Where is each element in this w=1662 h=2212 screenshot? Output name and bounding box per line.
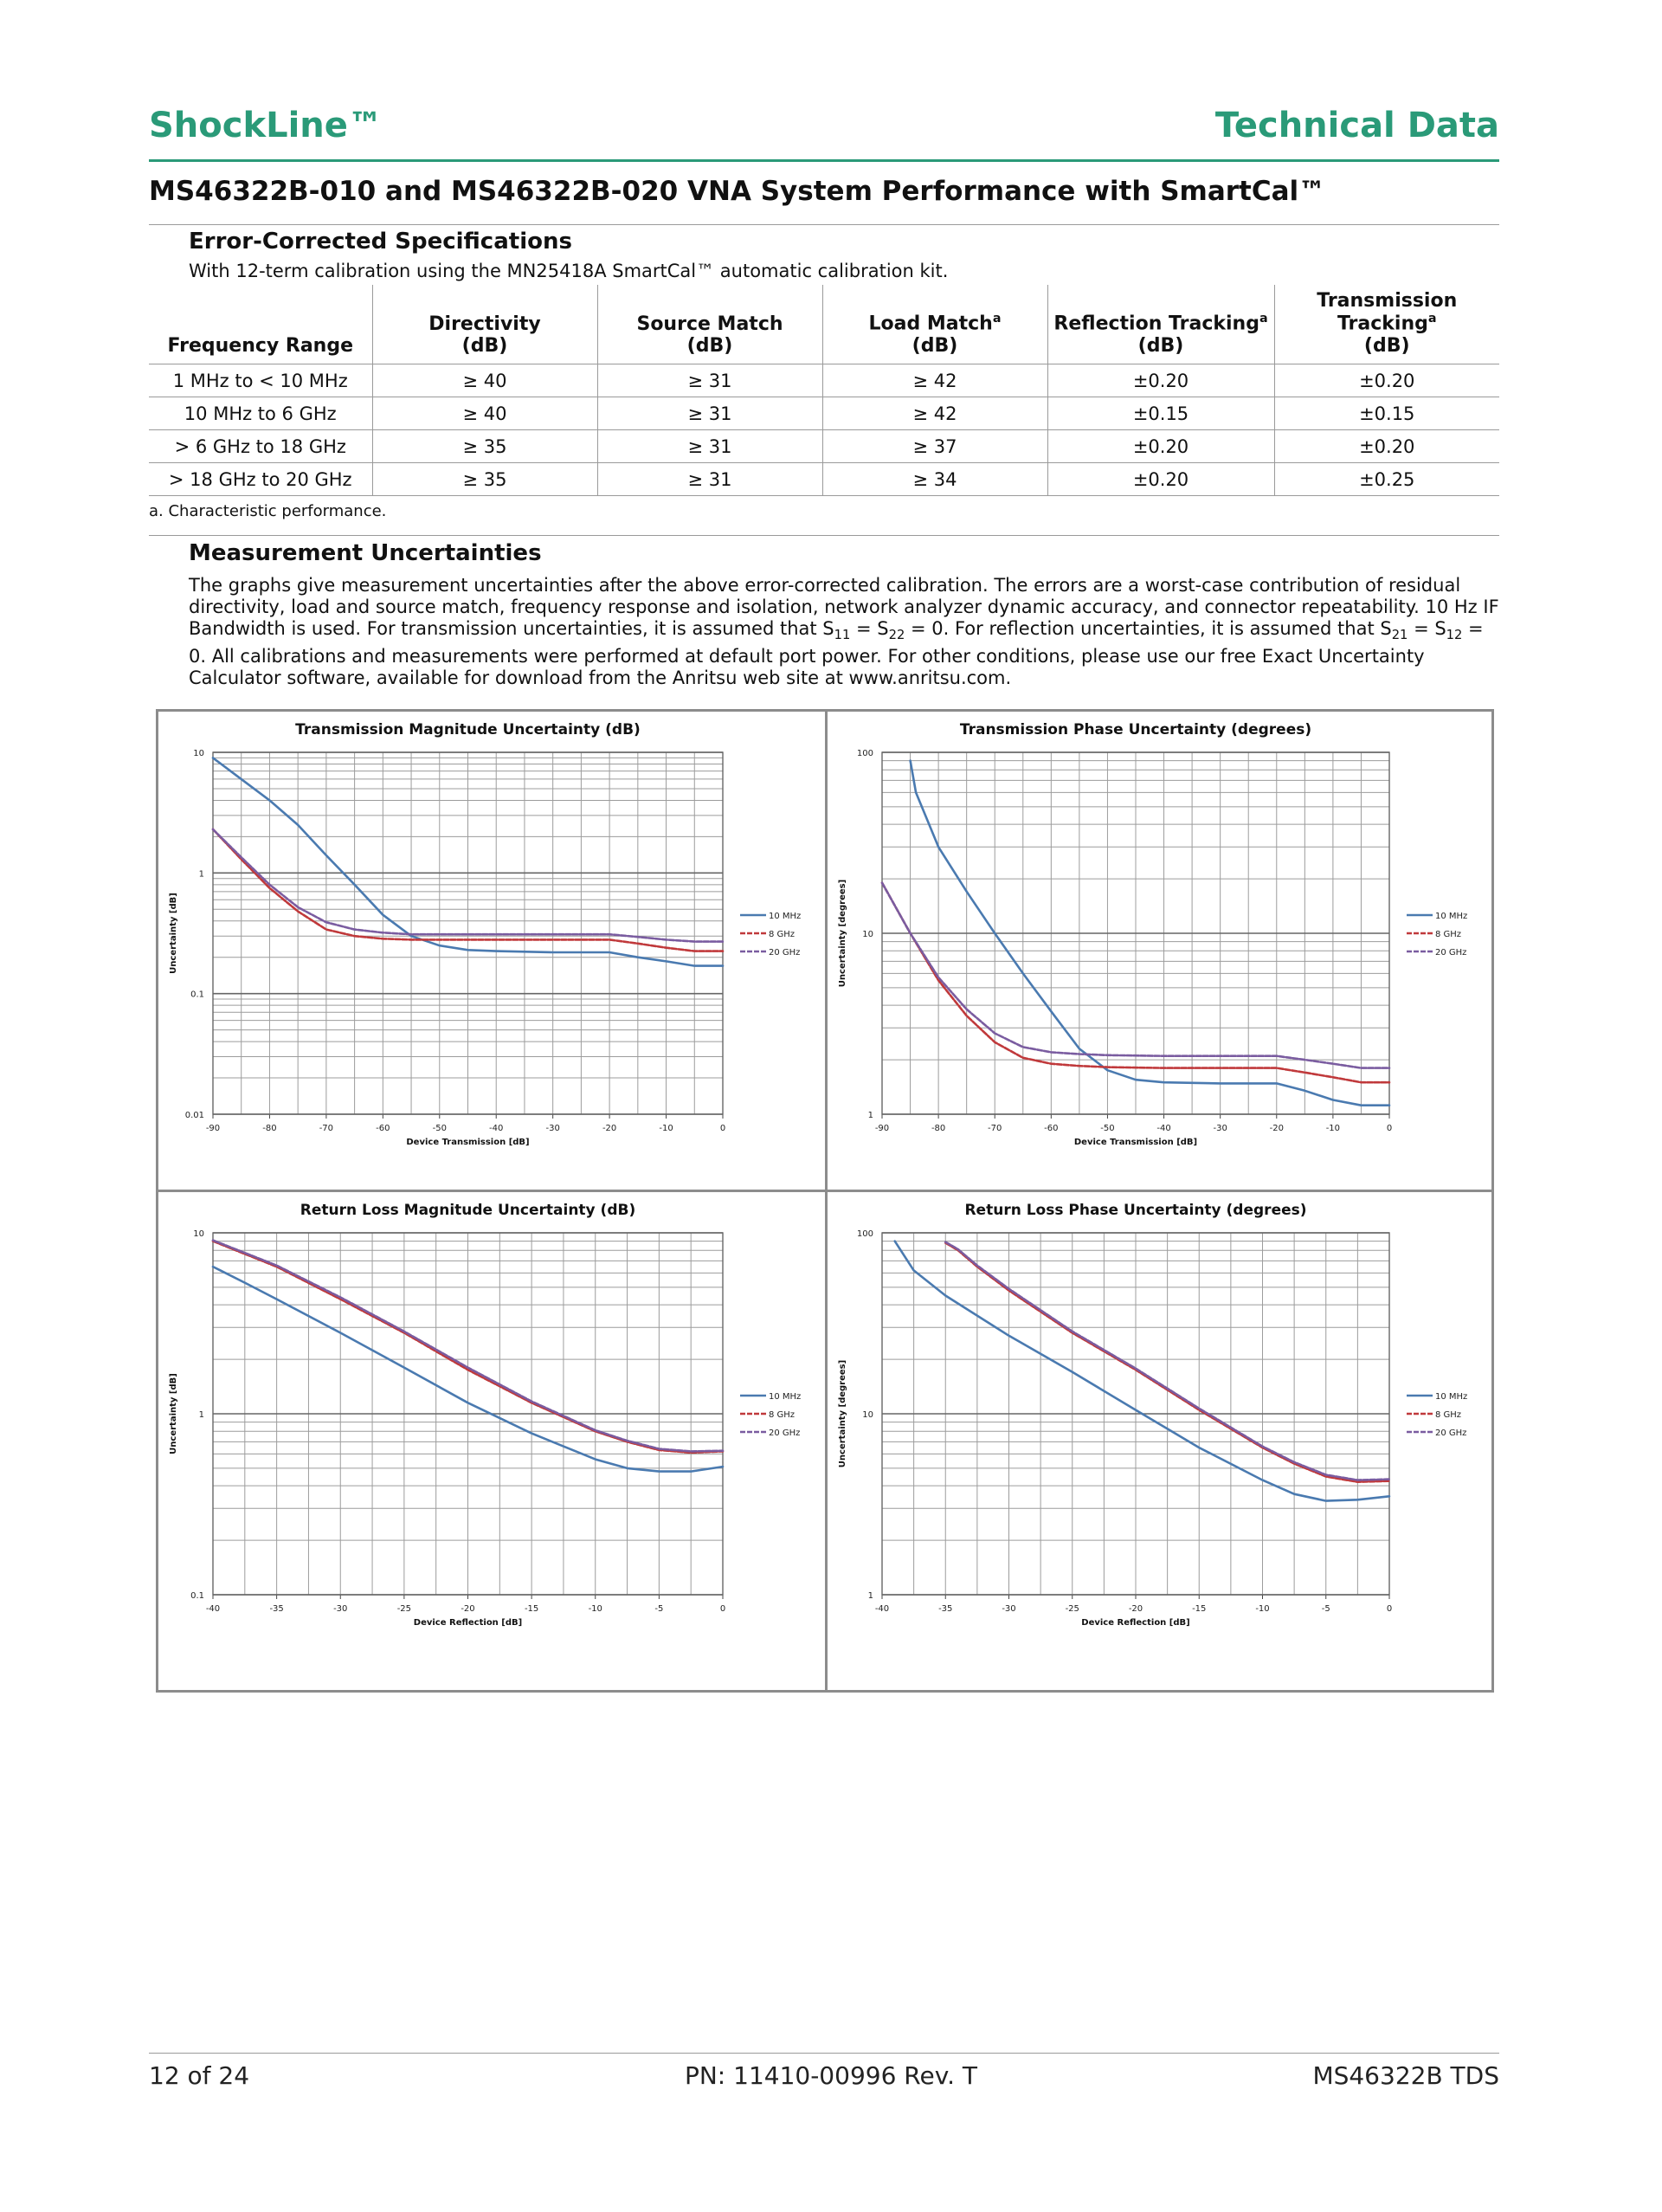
table-row <box>149 430 1499 463</box>
chart-return-loss-magnitude <box>158 1192 825 1690</box>
chart-transmission-magnitude <box>158 712 825 1190</box>
legend-label: 10 MHz <box>1435 912 1468 921</box>
x-tick-label: -70 <box>319 1124 334 1133</box>
chart-title: Transmission Phase Uncertainty (degrees) <box>959 721 1312 738</box>
x-tick-label: -15 <box>1192 1604 1207 1614</box>
error-corrected-intro: With 12-term calibration using the MN25418A SmartCal™ automatic calibration kit. <box>189 261 949 281</box>
y-axis-label: Uncertainty [dB] <box>169 1373 178 1454</box>
table-cell: ≥ 35 <box>372 463 597 496</box>
x-tick-label: -15 <box>524 1604 539 1614</box>
x-tick-label: -35 <box>938 1604 953 1614</box>
table-cell: ≥ 31 <box>597 463 822 496</box>
x-tick-label: -20 <box>461 1604 475 1614</box>
x-tick-label: -10 <box>1325 1124 1341 1133</box>
y-tick-label: 0.1 <box>190 1591 204 1601</box>
x-tick-label: -25 <box>396 1604 412 1614</box>
legend-label: 20 GHz <box>769 948 801 958</box>
x-tick-label: 0 <box>719 1124 726 1133</box>
table-row <box>149 463 1499 496</box>
chart-return-loss-phase <box>828 1192 1491 1690</box>
x-tick-label: -5 <box>654 1604 664 1614</box>
table-cell: 1 MHz to < 10 MHz <box>149 364 372 397</box>
header-rule <box>149 159 1499 162</box>
y-tick-label: 10 <box>193 749 204 758</box>
x-tick-label: -10 <box>659 1124 673 1133</box>
x-tick-label: -80 <box>262 1124 277 1133</box>
legend-label: 8 GHz <box>1435 1410 1462 1420</box>
footer-rule <box>149 2053 1499 2054</box>
table-cell: > 6 GHz to 18 GHz <box>149 430 372 463</box>
x-axis-label: Device Reflection [dB] <box>1081 1618 1190 1628</box>
table-cell: ≥ 42 <box>822 397 1047 430</box>
legend-label: 20 GHz <box>1435 948 1467 958</box>
table-cell: ±0.25 <box>1274 463 1499 496</box>
column-header: Source Match (dB) <box>597 285 822 364</box>
x-tick-label: 0 <box>1386 1604 1393 1614</box>
measurement-body: The graphs give measurement uncertainties after the above error-corrected calibration. The errors are a worst-case contribution of residual directivity, load and source match, frequency response and isolation, network analyzer dynamic accuracy, and connector repeatability. 10 Hz IF Bandwidth is used. For transmission uncertainties, it is assumed that $S_{11} = S_{22} = 0$. For reflection uncertainties, it is assumed that $S_{21} = S_{12} = 0$. All calibrations and measurements were performed at default port power. For other conditions, please use our free Exact Uncertainty Calculator software, available for download from the Anritsu web site at www.anritsu.com. <box>189 575 1499 689</box>
table-header-row <box>149 285 1499 364</box>
x-axis-label: Device Transmission [dB] <box>1073 1138 1198 1147</box>
series-line-10-mhz <box>895 1241 1389 1501</box>
column-header: Transmission Tracking$^a$ (dB) <box>1274 285 1499 364</box>
legend-label: 20 GHz <box>769 1428 801 1438</box>
y-tick-label: 1 <box>867 1591 873 1601</box>
footer-part-number: PN: 11410-00996 Rev. T <box>684 2061 978 2090</box>
legend-label: 10 MHz <box>1435 1392 1468 1402</box>
x-tick-label: -40 <box>489 1124 504 1133</box>
table-cell: ±0.15 <box>1047 397 1274 430</box>
y-tick-label: 100 <box>856 749 873 758</box>
page-title: MS46322B-010 and MS46322B-020 VNA System Performance with SmartCal™ <box>149 176 1326 207</box>
y-tick-label: 0.01 <box>184 1111 204 1120</box>
footer-doc-name: MS46322B TDS <box>1312 2061 1499 2090</box>
y-tick-label: 10 <box>862 930 873 939</box>
table-cell: ≥ 31 <box>597 397 822 430</box>
table-cell: ±0.15 <box>1274 397 1499 430</box>
table-cell: ≥ 34 <box>822 463 1047 496</box>
table-cell: > 18 GHz to 20 GHz <box>149 463 372 496</box>
x-tick-label: 0 <box>1386 1124 1393 1133</box>
legend-label: 10 MHz <box>769 912 802 921</box>
y-axis-label: Uncertainty [degrees] <box>838 1359 847 1468</box>
section-rule <box>149 535 1499 536</box>
x-tick-label: -90 <box>874 1124 890 1133</box>
y-tick-label: 10 <box>862 1410 873 1420</box>
table-cell: ≥ 42 <box>822 364 1047 397</box>
table-cell: ±0.20 <box>1047 364 1274 397</box>
x-tick-label: -20 <box>602 1124 617 1133</box>
x-tick-label: -60 <box>1044 1124 1059 1133</box>
y-tick-label: 1 <box>867 1111 873 1120</box>
title-rule <box>149 224 1499 225</box>
x-tick-label: -5 <box>1321 1604 1330 1614</box>
x-tick-label: -25 <box>1065 1604 1079 1614</box>
x-tick-label: -60 <box>376 1124 390 1133</box>
x-axis-label: Device Transmission [dB] <box>406 1138 530 1147</box>
table-cell: ≥ 35 <box>372 430 597 463</box>
brand-title: ShockLine™ <box>149 106 383 145</box>
chart-title: Return Loss Magnitude Uncertainty (dB) <box>300 1202 636 1219</box>
section-title: Technical Data <box>1214 106 1499 145</box>
table-footnote: a. Characteristic performance. <box>149 502 387 520</box>
table-cell: ≥ 31 <box>597 430 822 463</box>
chart-transmission-phase <box>828 712 1491 1190</box>
error-corrected-heading: Error-Corrected Specifications <box>189 229 572 255</box>
x-tick-label: -35 <box>269 1604 284 1614</box>
column-header: Load Match$^a$ (dB) <box>822 285 1047 364</box>
table-row <box>149 364 1499 397</box>
table-cell: ≥ 31 <box>597 364 822 397</box>
y-axis-label: Uncertainty [dB] <box>169 893 178 974</box>
legend-label: 8 GHz <box>769 1410 796 1420</box>
chart-title: Return Loss Phase Uncertainty (degrees) <box>964 1202 1307 1219</box>
x-tick-label: -40 <box>874 1604 890 1614</box>
x-tick-label: -40 <box>205 1604 221 1614</box>
y-tick-label: 1 <box>198 869 204 880</box>
x-tick-label: -50 <box>1100 1124 1115 1133</box>
x-tick-label: -80 <box>931 1124 946 1133</box>
x-tick-label: -50 <box>432 1124 447 1133</box>
table-cell: ±0.20 <box>1047 430 1274 463</box>
measurement-heading: Measurement Uncertainties <box>189 540 542 566</box>
x-tick-label: -20 <box>1128 1604 1143 1614</box>
table-cell: ≥ 40 <box>372 364 597 397</box>
x-tick-label: -30 <box>1002 1604 1016 1614</box>
legend-label: 8 GHz <box>769 930 796 939</box>
y-tick-label: 0.1 <box>190 990 204 1000</box>
column-header: Reflection Tracking$^a$ (dB) <box>1047 285 1274 364</box>
column-header: Frequency Range <box>167 334 354 357</box>
table-cell: ≥ 40 <box>372 397 597 430</box>
legend-label: 10 MHz <box>769 1392 802 1402</box>
x-tick-label: -10 <box>1255 1604 1270 1614</box>
x-tick-label: -10 <box>588 1604 602 1614</box>
x-tick-label: 0 <box>719 1604 726 1614</box>
x-tick-label: -90 <box>205 1124 221 1133</box>
chart-title: Transmission Magnitude Uncertainty (dB) <box>295 721 641 738</box>
x-tick-label: -30 <box>545 1124 560 1133</box>
y-tick-label: 10 <box>193 1229 204 1239</box>
y-tick-label: 1 <box>198 1410 204 1420</box>
table-cell: ±0.20 <box>1274 430 1499 463</box>
legend-label: 20 GHz <box>1435 1428 1467 1438</box>
x-axis-label: Device Reflection [dB] <box>413 1618 523 1628</box>
x-tick-label: -30 <box>333 1604 348 1614</box>
table-row <box>149 397 1499 430</box>
y-tick-label: 100 <box>856 1229 873 1239</box>
x-tick-label: -40 <box>1156 1124 1171 1133</box>
table-cell: 10 MHz to 6 GHz <box>149 397 372 430</box>
error-corrected-table <box>149 285 1499 496</box>
table-cell: ±0.20 <box>1274 364 1499 397</box>
table-cell: ±0.20 <box>1047 463 1274 496</box>
y-axis-label: Uncertainty [degrees] <box>838 879 847 988</box>
table-cell: ≥ 37 <box>822 430 1047 463</box>
x-tick-label: -20 <box>1269 1124 1284 1133</box>
x-tick-label: -70 <box>988 1124 1002 1133</box>
x-tick-label: -30 <box>1213 1124 1227 1133</box>
legend-label: 8 GHz <box>1435 930 1462 939</box>
column-header: Directivity (dB) <box>372 285 597 364</box>
footer-page-number: 12 of 24 <box>149 2061 250 2090</box>
